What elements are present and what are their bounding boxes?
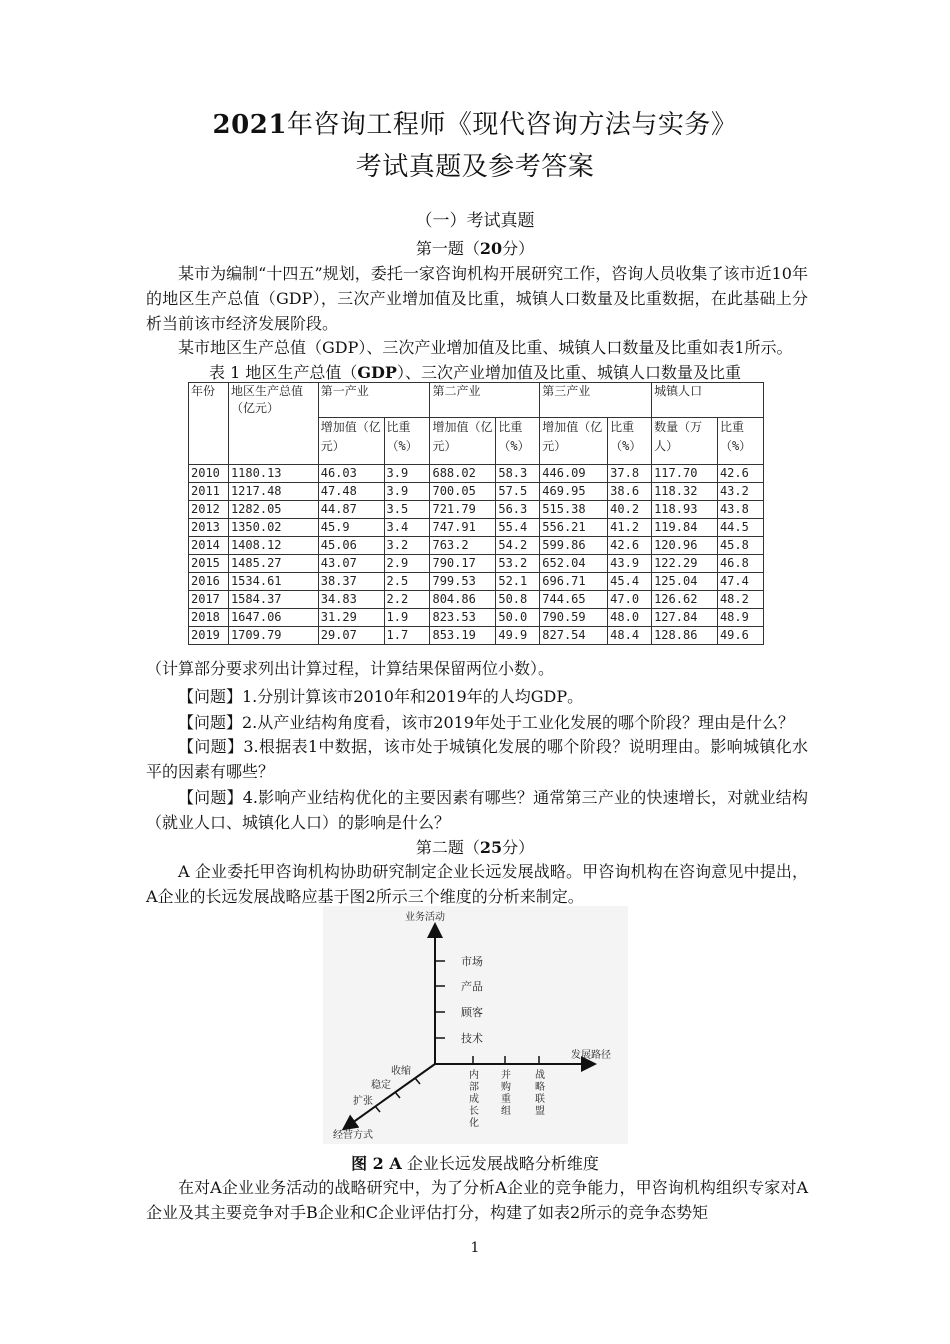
question-2: 【问题】2.从产业结构角度看，该市2019年处于工业化发展的哪个阶段？理由是什么？ xyxy=(178,713,794,732)
cell-year: 2019 xyxy=(189,627,229,645)
table-row xyxy=(189,537,764,555)
cell-tertiary-add: 827.54 xyxy=(540,627,608,645)
cell-year: 2017 xyxy=(189,591,229,609)
cell-secondary-add: 688.02 xyxy=(430,465,496,483)
cell-secondary-add: 721.79 xyxy=(430,501,496,519)
axis-label-mode: 经营方式 xyxy=(333,1130,373,1141)
header-primary: 第一产业 xyxy=(318,383,430,418)
cell-tertiary-ratio: 48.4 xyxy=(608,627,652,645)
label-expand: 扩张 xyxy=(353,1096,373,1107)
tick-contract xyxy=(415,1078,420,1084)
cell-urban-ratio: 44.5 xyxy=(717,519,763,537)
cell-primary-ratio: 2.9 xyxy=(384,555,430,573)
label-alliance xyxy=(535,1068,545,1117)
label-technology: 技术 xyxy=(461,1032,483,1045)
label-customer: 顾客 xyxy=(461,1006,483,1019)
cell-urban-ratio: 43.2 xyxy=(717,483,763,501)
cell-secondary-add: 700.05 xyxy=(430,483,496,501)
subheader-ratio-secondary: 比重（%） xyxy=(496,418,540,465)
table-row xyxy=(189,519,764,537)
svg-text:并: 并 xyxy=(501,1070,511,1081)
label-merger xyxy=(501,1068,511,1117)
cell-secondary-ratio: 49.9 xyxy=(496,627,540,645)
cell-year: 2012 xyxy=(189,501,229,519)
cell-tertiary-add: 446.09 xyxy=(540,465,608,483)
cell-secondary-ratio: 54.2 xyxy=(496,537,540,555)
svg-text:长: 长 xyxy=(469,1106,479,1117)
diagram-svg xyxy=(323,906,628,1144)
strategy-dimension-diagram xyxy=(323,906,628,1144)
cell-tertiary-ratio: 38.6 xyxy=(608,483,652,501)
cell-tertiary-add: 744.65 xyxy=(540,591,608,609)
svg-text:内: 内 xyxy=(469,1070,479,1081)
title-text: 年咨询工程师《现代咨询方法与实务》 xyxy=(286,110,738,140)
cell-gdp: 1485.27 xyxy=(228,555,318,573)
cell-primary-add: 34.83 xyxy=(318,591,384,609)
cell-tertiary-ratio: 42.6 xyxy=(608,537,652,555)
cell-tertiary-add: 515.38 xyxy=(540,501,608,519)
cell-secondary-ratio: 56.3 xyxy=(496,501,540,519)
cell-primary-ratio: 3.9 xyxy=(384,465,430,483)
q2-paragraph-1: A 企业委托甲咨询机构协助研究制定企业长远发展战略。甲咨询机构在咨询意见中提出，A企业的长远发展战略应基于图2所示三个维度的分析来制定。 xyxy=(146,862,808,906)
cell-urban-count: 122.29 xyxy=(652,555,718,573)
cell-year: 2010 xyxy=(189,465,229,483)
label-product: 产品 xyxy=(461,980,483,993)
q1-heading: 第一题（20分） xyxy=(415,239,535,258)
cell-primary-ratio: 2.5 xyxy=(384,573,430,591)
table-row xyxy=(189,483,764,501)
cell-gdp: 1217.48 xyxy=(228,483,318,501)
cell-secondary-add: 763.2 xyxy=(430,537,496,555)
cell-tertiary-add: 556.21 xyxy=(540,519,608,537)
cell-tertiary-ratio: 37.8 xyxy=(608,465,652,483)
cell-primary-ratio: 3.9 xyxy=(384,483,430,501)
label-internal-growth xyxy=(469,1068,479,1129)
header-urban: 城镇人口 xyxy=(652,383,764,418)
cell-secondary-ratio: 50.0 xyxy=(496,609,540,627)
cell-secondary-add: 804.86 xyxy=(430,591,496,609)
tick-expand xyxy=(375,1106,380,1112)
cell-secondary-add: 799.53 xyxy=(430,573,496,591)
q2-paragraph-2: 在对A企业业务活动的战略研究中，为了分析A企业的竞争能力，甲咨询机构组织专家对A企业及其主要竞争对手B企业和C企业评估打分，构建了如表2所示的竞争态势矩 xyxy=(146,1178,808,1222)
cell-gdp: 1282.05 xyxy=(228,501,318,519)
cell-gdp: 1408.12 xyxy=(228,537,318,555)
figure-caption: 图 2 A 企业长远发展战略分析维度 xyxy=(351,1154,599,1173)
cell-gdp: 1534.61 xyxy=(228,573,318,591)
subheader-urban-count: 数量（万人） xyxy=(652,418,718,465)
svg-text:略: 略 xyxy=(535,1082,545,1093)
gdp-table xyxy=(188,382,764,645)
cell-tertiary-ratio: 47.0 xyxy=(608,591,652,609)
cell-primary-add: 45.06 xyxy=(318,537,384,555)
cell-urban-count: 128.86 xyxy=(652,627,718,645)
cell-primary-ratio: 1.7 xyxy=(384,627,430,645)
q2-heading: 第二题（25分） xyxy=(415,838,535,857)
question-1: 【问题】1.分别计算该市2010年和2019年的人均GDP。 xyxy=(178,687,584,706)
cell-secondary-ratio: 58.3 xyxy=(496,465,540,483)
cell-year: 2014 xyxy=(189,537,229,555)
cell-secondary-add: 823.53 xyxy=(430,609,496,627)
document-subtitle: 考试真题及参考答案 xyxy=(355,152,595,182)
cell-secondary-add: 747.91 xyxy=(430,519,496,537)
cell-year: 2015 xyxy=(189,555,229,573)
table-row xyxy=(189,609,764,627)
cell-gdp: 1350.02 xyxy=(228,519,318,537)
svg-text:盟: 盟 xyxy=(535,1106,545,1117)
svg-text:组: 组 xyxy=(501,1106,511,1117)
cell-urban-count: 126.62 xyxy=(652,591,718,609)
svg-text:战: 战 xyxy=(535,1070,545,1081)
cell-primary-add: 29.07 xyxy=(318,627,384,645)
question-4: 【问题】4.影响产业结构优化的主要因素有哪些？通常第三产业的快速增长，对就业结构（就业人口、城镇化人口）的影响是什么？ xyxy=(146,788,808,832)
axis-label-path: 发展路径 xyxy=(571,1050,611,1061)
label-market: 市场 xyxy=(461,955,483,968)
cell-year: 2011 xyxy=(189,483,229,501)
subheader-ratio-primary: 比重（%） xyxy=(384,418,430,465)
header-secondary: 第二产业 xyxy=(430,383,540,418)
cell-urban-count: 125.04 xyxy=(652,573,718,591)
table-row xyxy=(189,465,764,483)
cell-primary-add: 43.07 xyxy=(318,555,384,573)
cell-primary-add: 47.48 xyxy=(318,483,384,501)
title-year: 2021 xyxy=(212,110,287,140)
svg-text:重: 重 xyxy=(501,1094,511,1105)
question-3: 【问题】3.根据表1中数据，该市处于城镇化发展的哪个阶段？说明理由。影响城镇化水平的因素有哪些？ xyxy=(146,737,808,781)
cell-primary-add: 45.9 xyxy=(318,519,384,537)
cell-tertiary-add: 599.86 xyxy=(540,537,608,555)
cell-primary-add: 31.29 xyxy=(318,609,384,627)
axis-label-business: 业务活动 xyxy=(405,912,445,923)
cell-tertiary-ratio: 45.4 xyxy=(608,573,652,591)
table-row xyxy=(189,573,764,591)
cell-primary-ratio: 3.4 xyxy=(384,519,430,537)
cell-tertiary-add: 652.04 xyxy=(540,555,608,573)
cell-secondary-ratio: 57.5 xyxy=(496,483,540,501)
cell-urban-count: 119.84 xyxy=(652,519,718,537)
calculation-note: （计算部分要求列出计算过程，计算结果保留两位小数）。 xyxy=(146,659,555,678)
cell-gdp: 1584.37 xyxy=(228,591,318,609)
cell-primary-ratio: 3.2 xyxy=(384,537,430,555)
subheader-urban-ratio: 比重（%） xyxy=(717,418,763,465)
header-gdp: 地区生产总值（亿元） xyxy=(228,383,318,465)
cell-tertiary-ratio: 40.2 xyxy=(608,501,652,519)
cell-secondary-add: 790.17 xyxy=(430,555,496,573)
cell-year: 2013 xyxy=(189,519,229,537)
section-heading: （一）考试真题 xyxy=(415,211,535,231)
page-number: 1 xyxy=(470,1240,480,1256)
cell-tertiary-add: 696.71 xyxy=(540,573,608,591)
table-caption: 表 1 地区生产总值（GDP）、三次产业增加值及比重、城镇人口数量及比重 xyxy=(209,363,741,382)
cell-urban-count: 127.84 xyxy=(652,609,718,627)
cell-primary-add: 44.87 xyxy=(318,501,384,519)
cell-urban-ratio: 45.8 xyxy=(717,537,763,555)
cell-urban-count: 117.70 xyxy=(652,465,718,483)
cell-secondary-add: 853.19 xyxy=(430,627,496,645)
label-contract: 收缩 xyxy=(391,1066,411,1077)
svg-text:部: 部 xyxy=(469,1082,479,1093)
cell-secondary-ratio: 55.4 xyxy=(496,519,540,537)
cell-tertiary-ratio: 43.9 xyxy=(608,555,652,573)
cell-gdp: 1180.13 xyxy=(228,465,318,483)
subheader-add-primary: 增加值（亿元） xyxy=(318,418,384,465)
cell-secondary-ratio: 52.1 xyxy=(496,573,540,591)
cell-secondary-ratio: 53.2 xyxy=(496,555,540,573)
cell-secondary-ratio: 50.8 xyxy=(496,591,540,609)
subheader-add-secondary: 增加值（亿元） xyxy=(430,418,496,465)
tick-stable xyxy=(395,1092,400,1098)
svg-text:联: 联 xyxy=(535,1094,545,1105)
cell-urban-ratio: 42.6 xyxy=(717,465,763,483)
cell-urban-ratio: 48.9 xyxy=(717,609,763,627)
svg-text:成: 成 xyxy=(469,1094,479,1105)
table-row xyxy=(189,627,764,645)
document-title xyxy=(0,104,950,141)
cell-primary-ratio: 1.9 xyxy=(384,609,430,627)
cell-primary-ratio: 3.5 xyxy=(384,501,430,519)
cell-year: 2016 xyxy=(189,573,229,591)
subheader-ratio-tertiary: 比重（%） xyxy=(608,418,652,465)
cell-tertiary-ratio: 41.2 xyxy=(608,519,652,537)
cell-urban-count: 120.96 xyxy=(652,537,718,555)
cell-urban-ratio: 47.4 xyxy=(717,573,763,591)
table-row xyxy=(189,501,764,519)
cell-urban-count: 118.32 xyxy=(652,483,718,501)
svg-text:化: 化 xyxy=(469,1118,479,1129)
cell-primary-add: 38.37 xyxy=(318,573,384,591)
cell-tertiary-add: 790.59 xyxy=(540,609,608,627)
svg-text:购: 购 xyxy=(501,1082,511,1093)
table-row xyxy=(189,555,764,573)
cell-urban-ratio: 49.6 xyxy=(717,627,763,645)
header-year: 年份 xyxy=(189,383,229,465)
cell-urban-ratio: 48.2 xyxy=(717,591,763,609)
cell-gdp: 1709.79 xyxy=(228,627,318,645)
cell-primary-ratio: 2.2 xyxy=(384,591,430,609)
header-tertiary: 第三产业 xyxy=(540,383,652,418)
cell-urban-ratio: 43.8 xyxy=(717,501,763,519)
cell-urban-count: 118.93 xyxy=(652,501,718,519)
gdp-table-image xyxy=(188,382,764,654)
subheader-add-tertiary: 增加值（亿元） xyxy=(540,418,608,465)
cell-primary-add: 46.03 xyxy=(318,465,384,483)
cell-year: 2018 xyxy=(189,609,229,627)
cell-gdp: 1647.06 xyxy=(228,609,318,627)
q1-paragraph-1: 某市为编制“十四五”规划，委托一家咨询机构开展研究工作，咨询人员收集了该市近10年的地区生产总值（GDP），三次产业增加值及比重，城镇人口数量及比重数据，在此基础上分析当前该市经济发展阶段。 xyxy=(146,264,808,333)
cell-tertiary-ratio: 48.0 xyxy=(608,609,652,627)
table-row xyxy=(189,591,764,609)
label-stable: 稳定 xyxy=(371,1080,391,1091)
cell-tertiary-add: 469.95 xyxy=(540,483,608,501)
cell-urban-ratio: 46.8 xyxy=(717,555,763,573)
q1-paragraph-2: 某市地区生产总值（GDP）、三次产业增加值及比重、城镇人口数量及比重如表1所示。 xyxy=(178,338,793,357)
